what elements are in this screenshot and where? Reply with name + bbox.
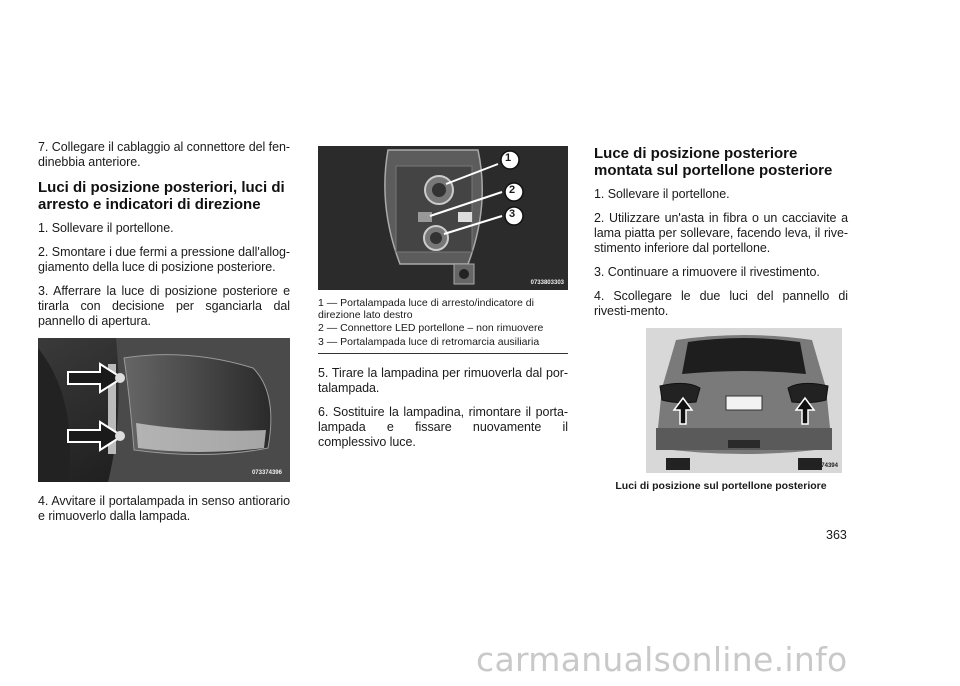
callout-1-label: 1 bbox=[505, 152, 512, 164]
step-7-text: 7. Collegare il cablaggio al connettore del fen-dinebbia anteriore. bbox=[38, 140, 290, 169]
figure-caption: Luci di posizione sul portellone posteriore bbox=[615, 480, 827, 492]
step-5-text: 5. Tirare la lampadina per rimuoverla dal por-talampada. bbox=[318, 366, 568, 395]
step-1-text: 1. Sollevare il portellone. bbox=[594, 187, 730, 201]
middle-column bbox=[318, 146, 568, 459]
legend-item-1: 1 — Portalampada luce di arresto/indicatore di direzione lato destro bbox=[318, 297, 534, 321]
step-1-text: 1. Sollevare il portellone. bbox=[38, 221, 174, 235]
step-2-text: 2. Smontare i due fermi a pressione dall'allog-giamento della luce di posizione posteriore. bbox=[38, 245, 290, 274]
figure-lamp-holders bbox=[318, 146, 568, 290]
figure-code: 073374394 bbox=[807, 463, 838, 469]
figure-code: 073374396 bbox=[251, 470, 282, 476]
figure-liftgate-lights bbox=[646, 328, 842, 473]
figure-rear-light-arrows bbox=[38, 338, 290, 482]
callout-3-label: 3 bbox=[509, 208, 516, 220]
figure-code: 0733803303 bbox=[530, 280, 564, 286]
lamp-holder-photo bbox=[318, 146, 568, 290]
step-3-text: 3. Afferrare la luce di posizione posteriore e tirarla con decisione per sganciarla dal pannello di apertura. bbox=[38, 284, 290, 328]
legend-item-3: 3 — Portalampada luce di retromarcia ausiliaria bbox=[318, 335, 540, 348]
step-4-text: 4. Scollegare le due luci del pannello di rivesti-mento. bbox=[594, 289, 848, 318]
section-heading-rear-lights: Luci di posizione posteriori, luci di arresto e indicatori di direzione bbox=[38, 179, 285, 213]
step-2-text: 2. Utilizzare un'asta in fibra o un cacciavite a lama piatta per sollevare, facendo leva, il rive-stimento inferiore dal portellone. bbox=[594, 211, 848, 255]
step-4-text: 4. Avvitare il portalampada in senso antiorario e rimuoverlo dalla lampada. bbox=[38, 494, 290, 523]
legend-item-2: 2 — Connettore LED portellone – non rimuovere bbox=[318, 322, 544, 334]
right-column bbox=[594, 140, 848, 492]
page-number: 363 bbox=[826, 528, 847, 542]
step-6-text: 6. Sostituire la lampadina, rimontare il porta-lampada e fissare nuovamente il complessivo luce. bbox=[318, 405, 568, 449]
left-column bbox=[38, 140, 290, 533]
step-3-text: 3. Continuare a rimuovere il rivestimento. bbox=[594, 265, 820, 279]
figure-legend bbox=[318, 298, 568, 348]
watermark-text: carmanualsonline.info bbox=[476, 640, 848, 679]
vehicle-rear-photo bbox=[646, 328, 842, 473]
section-heading-liftgate-light: Luce di posizione posteriore montata sul portellone posteriore bbox=[594, 145, 833, 179]
legend-divider bbox=[318, 353, 568, 354]
rear-light-photo bbox=[38, 338, 290, 482]
callout-2-label: 2 bbox=[509, 184, 516, 196]
